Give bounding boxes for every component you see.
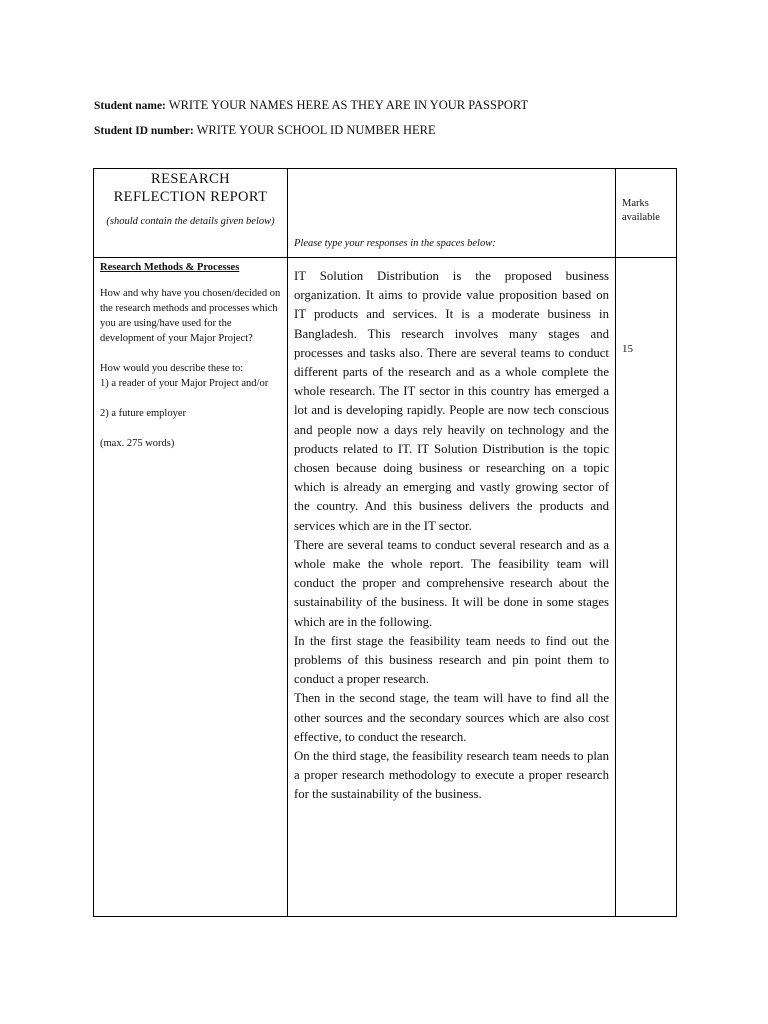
reflection-report-table	[93, 168, 677, 917]
question-describe	[100, 361, 282, 391]
answer-paragraph: In the first stage the feasibility team needs to find out the problems of this business research and pin point them to conduct a proper research.	[294, 633, 609, 687]
answer-cell[interactable]	[288, 258, 616, 917]
answer-paragraph: There are several teams to conduct several research and as a whole make the whole report. The feasibility team will conduct the proper and comprehensive research about the sustainability of the business. It will be done in some stages which are in the following.	[294, 537, 609, 629]
marks-available-label: Marks available	[622, 198, 660, 223]
student-id-value: WRITE YOUR SCHOOL ID NUMBER HERE	[196, 123, 436, 137]
marks-value: 15	[622, 343, 633, 355]
report-title-line1: RESEARCH	[151, 171, 230, 187]
table-header-row	[94, 169, 677, 258]
header-prompt-cell	[288, 169, 616, 258]
student-id-label: Student ID number:	[94, 125, 194, 137]
question-employer: 2) a future employer	[100, 408, 187, 419]
answer-paragraph: Then in the second stage, the team will have to find all the other sources and the secondary sources which are also cost effective, to conduct the research.	[294, 691, 609, 744]
response-prompt: Please type your responses in the spaces below:	[294, 238, 496, 249]
question-title: Research Methods & Processes	[100, 262, 240, 273]
header-title-cell	[94, 169, 288, 258]
report-note: (should contain the details given below)	[106, 216, 275, 227]
table-row	[94, 258, 677, 917]
answer-paragraph: IT Solution Distribution is the proposed business organization. It aims to provide value proposition based on IT products and services. It is a moderate business in Bangladesh. This research involves many stages and processes and tasks also. There are several teams to conduct different parts of the research and as a whole complete the whole research. The IT sector in this country has emerged a lot and is developing rapidly. People are now tech conscious and people now a days rely heavily on technology and the products related to IT. IT Solution Distribution is the topic chosen because doing business or researching on a topic which is already an emerging and vastly growing sector of the country. And this business delivers the products and services which are in the IT sector.	[294, 269, 609, 533]
question-describe-line2: 1) a reader of your Major Project and/or	[100, 378, 269, 389]
question-word-limit: (max. 275 words)	[100, 438, 175, 449]
marks-value-cell	[616, 258, 677, 917]
report-title-line2: REFLECTION REPORT	[113, 189, 268, 205]
question-cell	[94, 258, 288, 917]
question-describe-line1: How would you describe these to:	[100, 363, 244, 374]
student-name-value: WRITE YOUR NAMES HERE AS THEY ARE IN YOUR PASSPORT	[168, 98, 529, 112]
question-text: How and why have you chosen/decided on the research methods and processes which you are using/have used for the development of your Major Project?	[100, 288, 281, 344]
answer-paragraph: On the third stage, the feasibility research team needs to plan a proper research methodology to execute a proper research for the sustainability of the business.	[294, 749, 609, 802]
student-name-label: Student name:	[94, 100, 166, 112]
student-name-line	[94, 98, 528, 113]
student-id-line	[94, 123, 436, 138]
header-marks-cell	[616, 169, 677, 258]
